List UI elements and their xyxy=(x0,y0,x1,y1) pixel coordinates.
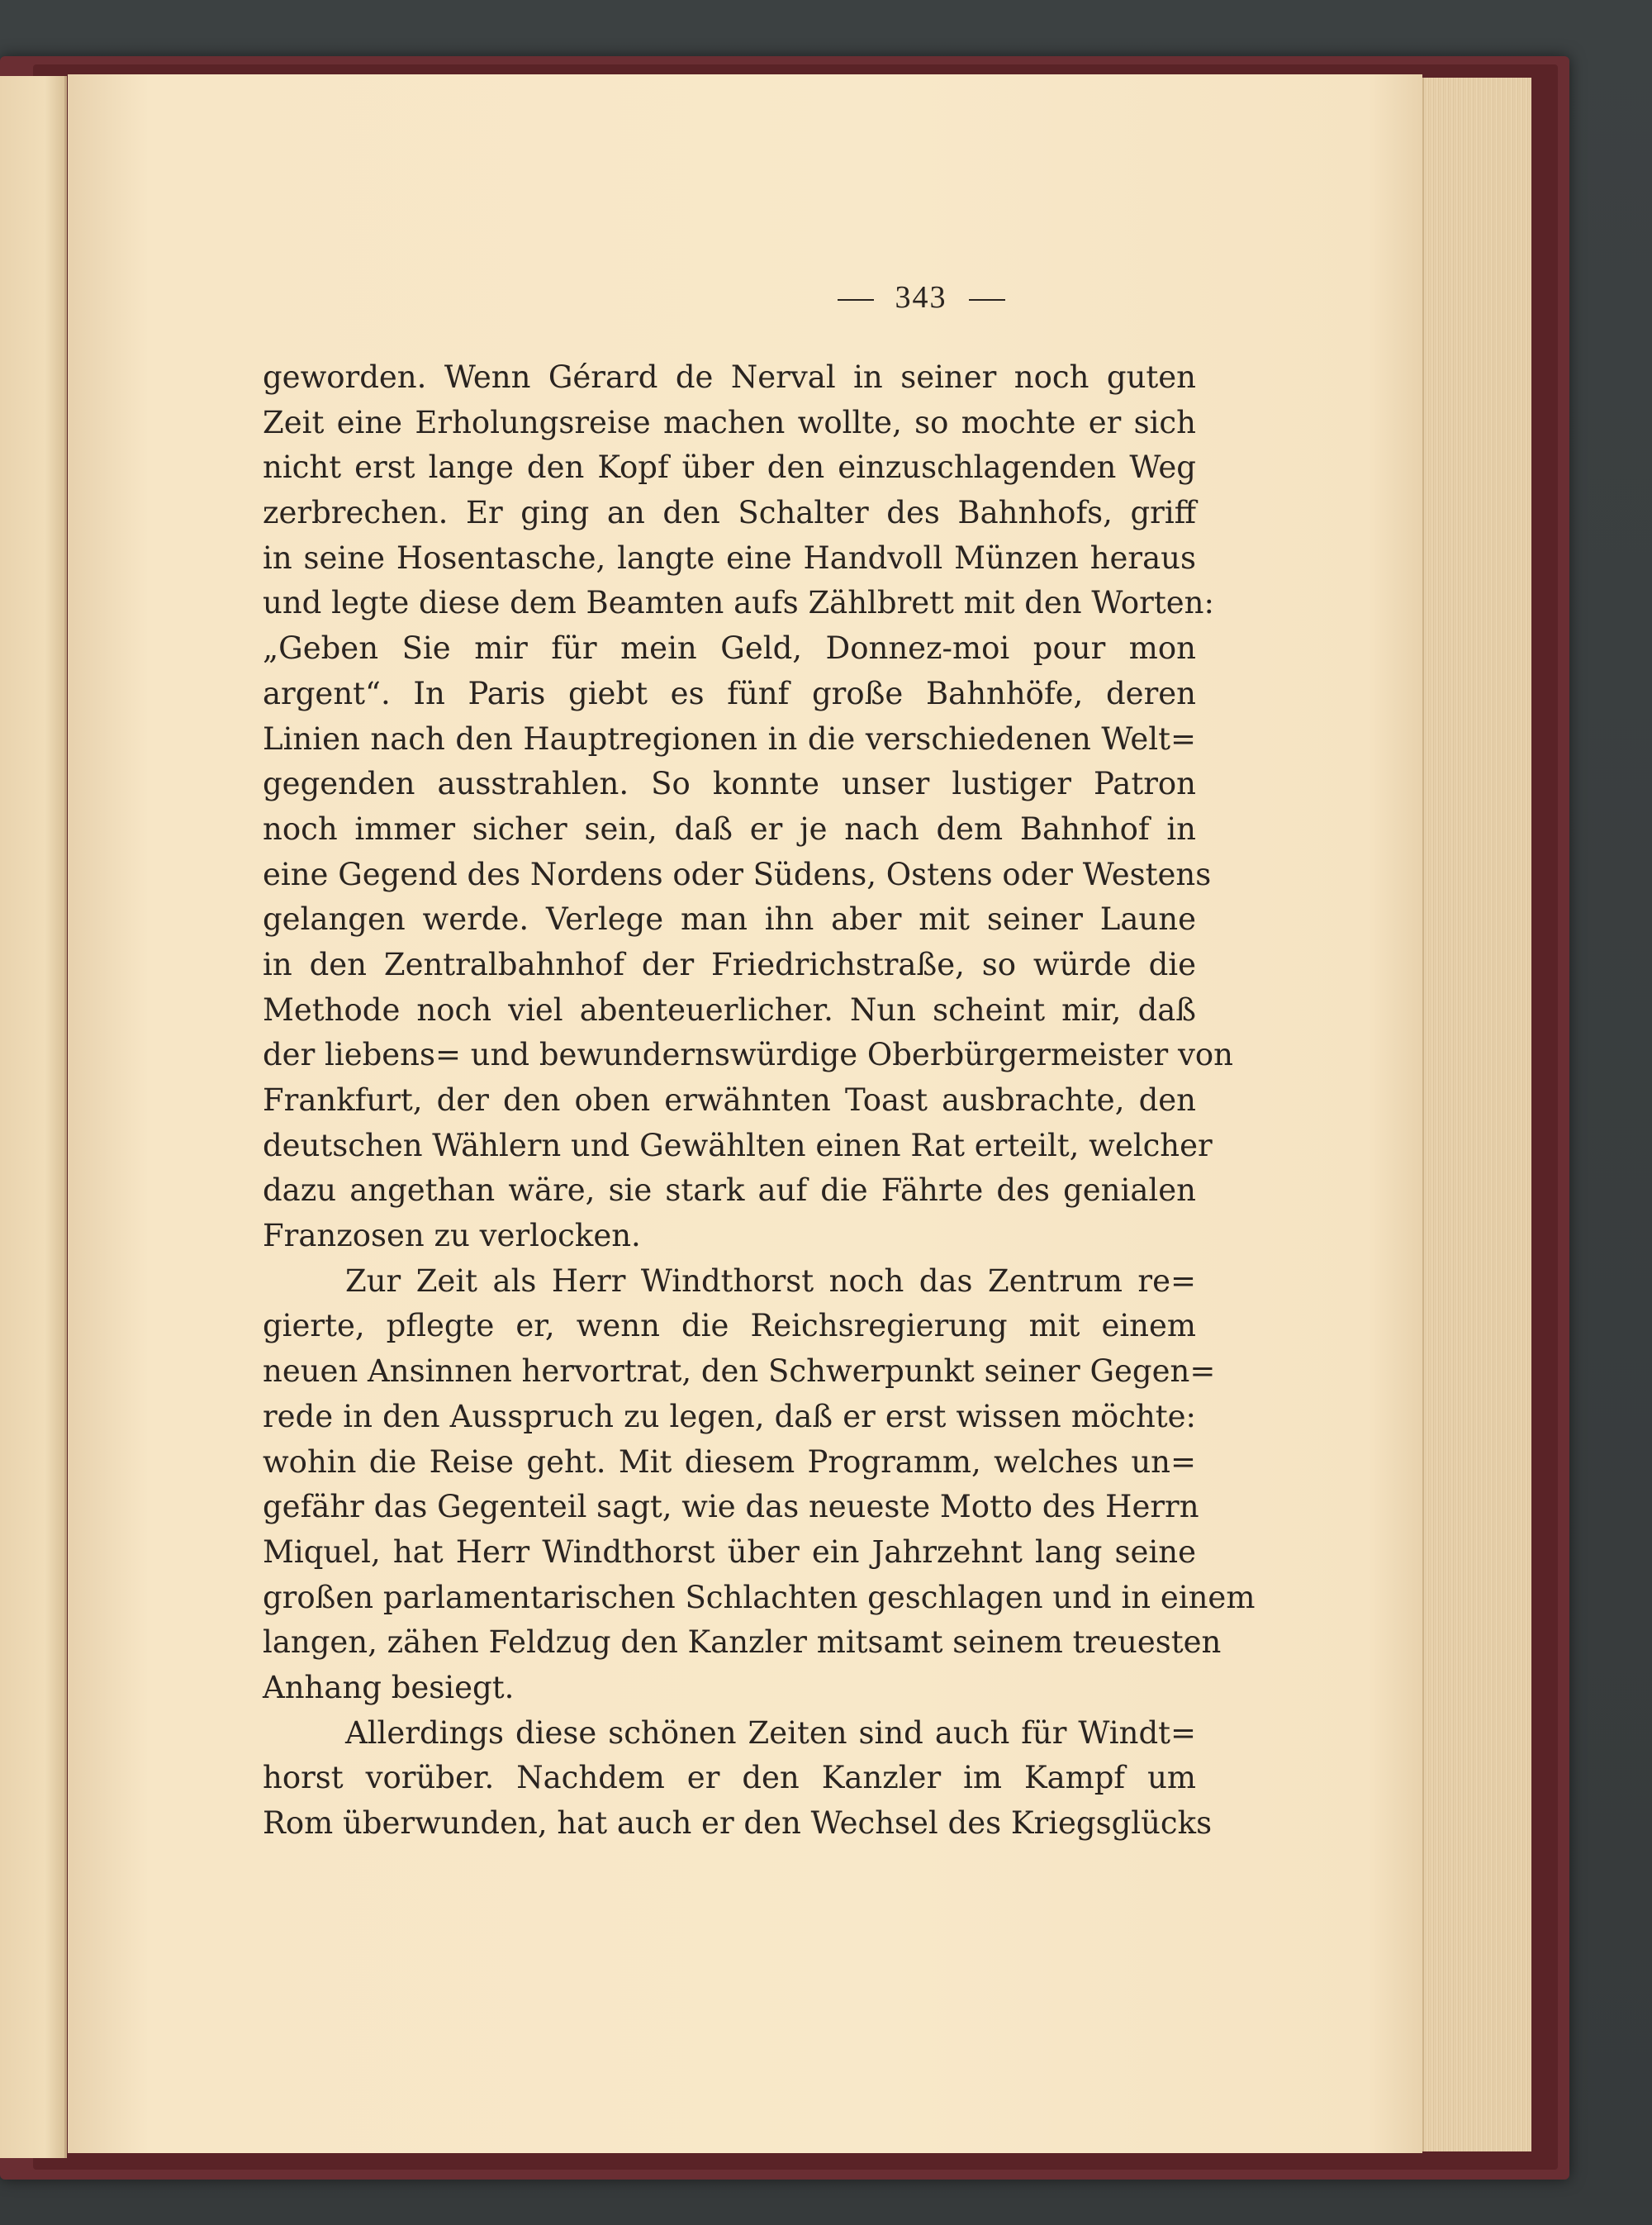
page-number-dash-left xyxy=(838,299,874,301)
text-line: Methode noch viel abenteuerlicher. Nun scheint mir, daß xyxy=(263,991,1196,1028)
text-line: und legte diese dem Beamten aufs Zählbrett mit den Worten: xyxy=(263,585,1214,621)
text-line: wohin die Reise geht. Mit diesem Programm, welches un= xyxy=(263,1443,1196,1480)
text-line: Allerdings diese schönen Zeiten sind auch für Windt= xyxy=(345,1714,1196,1751)
text-line: noch immer sicher sein, daß er je nach dem Bahnhof in xyxy=(263,811,1196,847)
text-line: gierte, pflegte er, wenn die Reichsregierung mit einem xyxy=(263,1308,1196,1344)
text-line: Miquel, hat Herr Windthorst über ein Jahrzehnt lang seine xyxy=(263,1533,1196,1570)
left-page-edge xyxy=(0,76,67,2158)
text-line: in seine Hosentasche, langte eine Handvoll Münzen heraus xyxy=(263,540,1196,576)
text-line: gelangen werde. Verlege man ihn aber mit seiner Laune xyxy=(263,901,1196,938)
page-number-value: 343 xyxy=(895,280,947,315)
page-number-dash-right xyxy=(969,299,1005,301)
text-line: Zur Zeit als Herr Windthorst noch das Zentrum re= xyxy=(345,1262,1196,1299)
text-line: argent“. In Paris giebt es fünf große Bahnhöfe, deren xyxy=(263,675,1196,711)
text-line: neuen Ansinnen hervortrat, den Schwerpunkt seiner Gegen= xyxy=(263,1353,1216,1390)
page-text xyxy=(263,355,1256,1847)
text-line: zerbrechen. Er ging an den Schalter des Bahnhofs, griff xyxy=(263,495,1196,531)
text-line: nicht erst lange den Kopf über den einzuschlagenden Weg xyxy=(263,449,1196,486)
text-line: in den Zentralbahnhof der Friedrichstraße, so würde die xyxy=(263,946,1196,982)
page-number xyxy=(0,279,1652,316)
text-line: Franzosen zu verlocken. xyxy=(263,1218,641,1254)
text-line: geworden. Wenn Gérard de Nerval in seiner noch guten xyxy=(263,359,1196,395)
text-line: dazu angethan wäre, sie stark auf die Fährte des genialen xyxy=(263,1172,1196,1209)
text-line: Linien nach den Hauptregionen in die verschiedenen Welt= xyxy=(263,720,1196,757)
text-line: großen parlamentarischen Schlachten geschlagen und in einem xyxy=(263,1579,1256,1615)
text-line: Frankfurt, der den oben erwähnten Toast ausbrachte, den xyxy=(263,1082,1196,1118)
text-line: gegenden ausstrahlen. So konnte unser lustiger Patron xyxy=(263,766,1196,802)
text-line: rede in den Ausspruch zu legen, daß er erst wissen möchte: xyxy=(263,1398,1196,1434)
text-line: Anhang besiegt. xyxy=(263,1669,515,1705)
text-line: langen, zähen Feldzug den Kanzler mitsamt seinem treuesten xyxy=(263,1624,1222,1661)
text-line: gefähr das Gegenteil sagt, wie das neueste Motto des Herrn xyxy=(263,1489,1199,1525)
page-edges xyxy=(1422,78,1531,2151)
text-line: Zeit eine Erholungsreise machen wollte, so mochte er sich xyxy=(263,404,1196,440)
text-line: der liebens= und bewundernswürdige Oberbürgermeister von xyxy=(263,1037,1234,1073)
text-line: deutschen Wählern und Gewählten einen Rat erteilt, welcher xyxy=(263,1127,1213,1163)
text-line: „Geben Sie mir für mein Geld, Donnez-moi pour mon xyxy=(263,630,1196,667)
text-line: eine Gegend des Nordens oder Südens, Ostens oder Westens xyxy=(263,856,1212,892)
text-line: Rom überwunden, hat auch er den Wechsel des Kriegsglücks xyxy=(263,1805,1213,1841)
text-line: horst vorüber. Nachdem er den Kanzler im Kampf um xyxy=(263,1760,1196,1796)
